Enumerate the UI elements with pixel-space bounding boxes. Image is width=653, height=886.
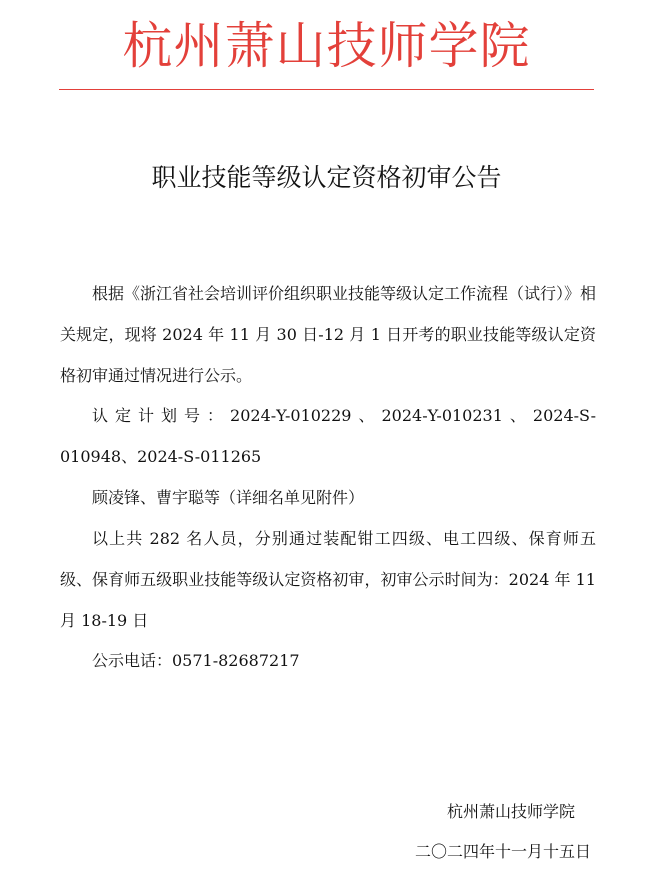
paragraph-text: 认定计划号：2024-Y-010229、2024-Y-010231、2024-S-010948、2024-S-011265 bbox=[60, 406, 596, 466]
paragraph-phone bbox=[60, 640, 596, 681]
paragraph-regulation bbox=[60, 273, 596, 396]
paragraph-text: 公示电话：0571-82687217 bbox=[92, 651, 300, 670]
paragraph-names bbox=[60, 477, 596, 518]
signature-org: 杭州萧山技师学院 bbox=[446, 802, 575, 821]
paragraph-text: 以上共 282 名人员，分别通过装配钳工四级、电工四级、保育师五级、保育师五级职业技能等级认定资格初审，初审公示时间为：2024 年 11 月 18-19 日 bbox=[60, 529, 596, 630]
paragraph-text: 根据《浙江省社会培训评价组织职业技能等级认定工作流程（试行）》相关规定，现将 2024 年 11 月 30 日-12 月 1 日开考的职业技能等级认定资格初审通过情况进行公示。 bbox=[60, 284, 597, 385]
paragraph-summary bbox=[60, 518, 596, 641]
paragraph-text: 顾凌锋、曹宇聪等（详细名单见附件） bbox=[92, 488, 365, 507]
signature-date: 二〇二四年十一月十五日 bbox=[414, 842, 591, 861]
letterhead-title: 杭州萧山技师学院 bbox=[122, 17, 531, 75]
paragraph-plan-numbers bbox=[60, 395, 596, 477]
document-title: 职业技能等级认定资格初审公告 bbox=[151, 163, 502, 192]
letterhead-divider bbox=[59, 89, 594, 90]
